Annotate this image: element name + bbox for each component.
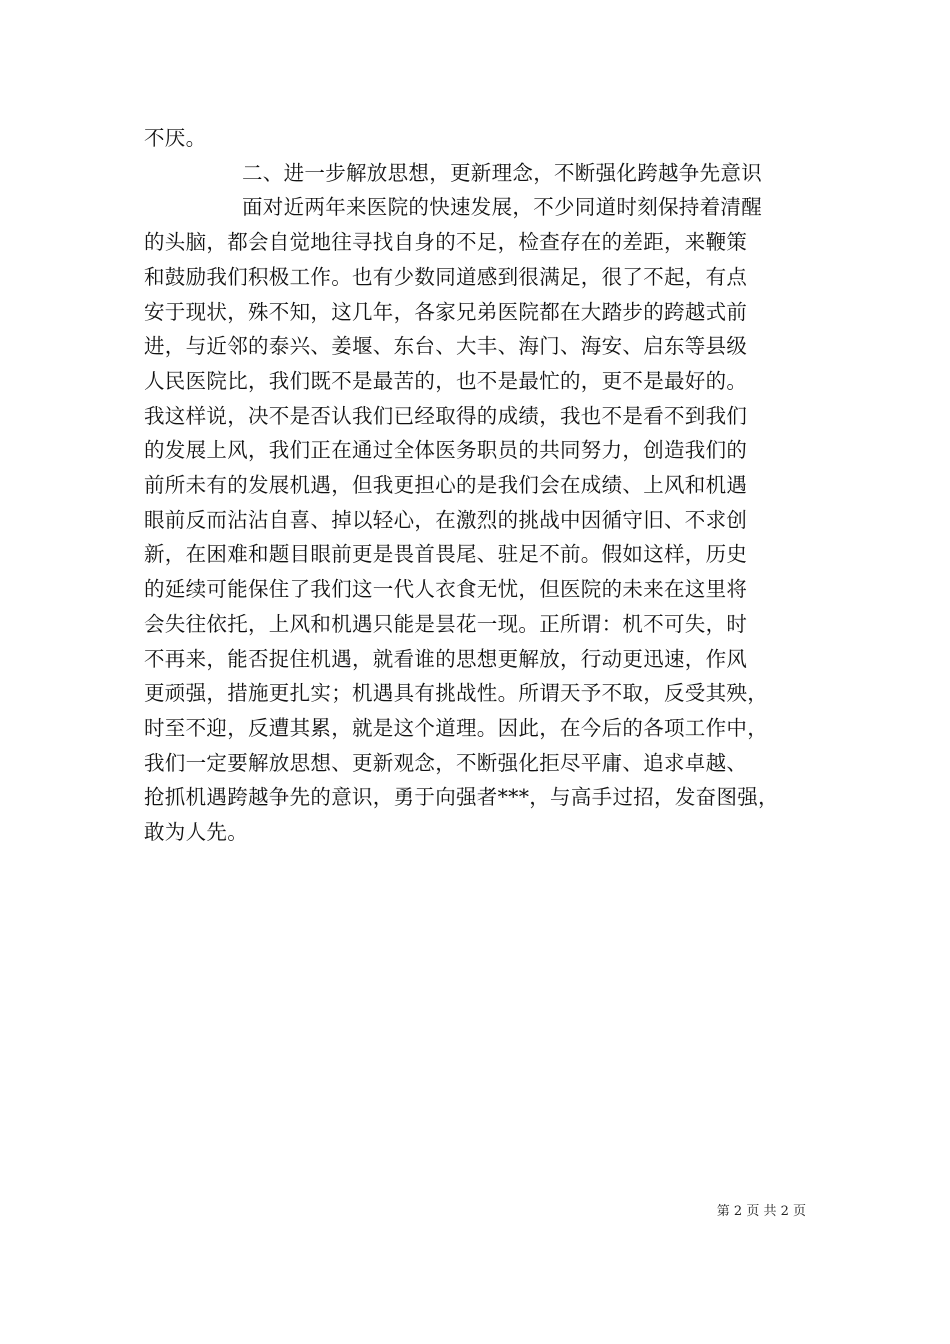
text-line: 新，在困难和题目眼前更是畏首畏尾、驻足不前。假如这样，历史 [144, 542, 748, 567]
page-number-footer: 第 2 页 共 2 页 [716, 1204, 806, 1219]
text-line: 时至不迎，反遭其累，就是这个道理。因此，在今后的各项工作中， [144, 715, 768, 740]
section-heading: 二、进一步解放思想，更新理念，不断强化跨越争先意识 [242, 160, 762, 185]
text-line: 安于现状，殊不知，这几年，各家兄弟医院都在大踏步的跨越式前 [144, 299, 748, 324]
text-line: 更顽强，措施更扎实；机遇具有挑战性。所谓天予不取，反受其殃， [144, 681, 768, 706]
text-line: 的延续可能保住了我们这一代人衣食无忧，但医院的未来在这里将 [144, 577, 748, 602]
text-line: 会失往依托，上风和机遇只能是昙花一现。正所谓：机不可失，时 [144, 611, 748, 636]
text-line: 我这样说，决不是否认我们已经取得的成绩，我也不是看不到我们 [144, 403, 748, 428]
text-line: 的头脑，都会自觉地往寻找自身的不足，检查存在的差距，来鞭策 [144, 230, 748, 255]
body-text [144, 121, 808, 850]
text-line: 不再来，能否捉住机遇，就看谁的思想更解放，行动更迅速，作风 [144, 646, 748, 671]
text-line: 敢为人先。 [144, 820, 248, 845]
text-line: 抢抓机遇跨越争先的意识，勇于向强者***，与高手过招，发奋图强， [144, 785, 779, 810]
text-line: 进，与近邻的泰兴、姜堰、东台、大丰、海门、海安、启东等县级 [144, 334, 748, 359]
text-line: 人民医院比，我们既不是最苦的，也不是最忙的，更不是最好的。 [144, 368, 748, 393]
text-line: 不厌。 [144, 126, 207, 150]
text-line: 的发展上风，我们正在通过全体医务职员的共同努力，创造我们的 [144, 438, 748, 463]
text-line: 前所未有的发展机遇，但我更担心的是我们会在成绩、上风和机遇 [144, 473, 748, 498]
text-line: 眼前反而沾沾自喜、掉以轻心，在激烈的挑战中因循守旧、不求创 [144, 507, 748, 532]
text-line: 我们一定要解放思想、更新观念，不断强化拒尽平庸、追求卓越、 [144, 750, 748, 775]
text-line: 面对近两年来医院的快速发展，不少同道时刻保持着清醒 [242, 195, 762, 220]
text-line: 和鼓励我们积极工作。也有少数同道感到很满足，很了不起，有点 [144, 264, 748, 289]
